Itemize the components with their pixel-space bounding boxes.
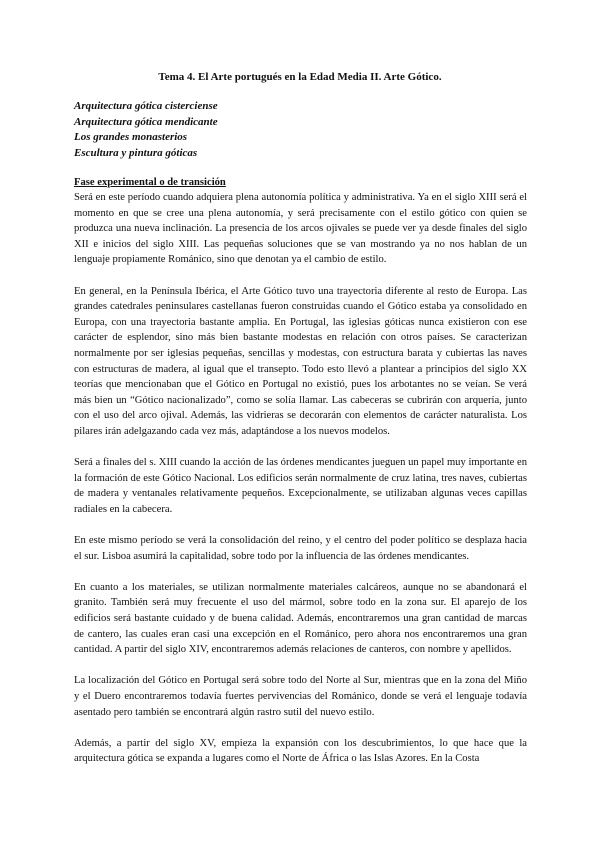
topic-list xyxy=(74,99,534,161)
section-heading: Fase experimental o de transición xyxy=(74,177,226,188)
paragraph: Será en este período cuando adquiera plena autonomía política y administrativa. Ya en el siglo XIII será el momento en que se cree una plena autonomía, y será precisamente con el estilo gótico con quien se produzca una nueva inclinación. La presencia de los arcos ojivales se puede ver ya desde finales del siglo XII e inicios del siglo XIII. Las pequeñas soluciones que se van mostrando ya no nos hablan de un lenguaje propiamente Románico, sino que denotan ya el cambio de estilo. xyxy=(74,192,527,266)
paragraph: En este mismo período se verá la consolidación del reino, y el centro del poder político se desplaza hacia el sur. Lisboa asumirá la capitalidad, sobre todo por la influencia de las órdenes mendicantes. xyxy=(74,535,527,562)
paragraph: Además, a partir del siglo XV, empieza la expansión con los descubrimientos, lo que hace que la arquitectura gótica se expanda a lugares como el Norte de África o las Islas Azores. En la Costa xyxy=(74,737,527,765)
paragraph: En general, en la Península Ibérica, el Arte Gótico tuvo una trayectoria diferente al resto de Europa. Las grandes catedrales peninsulares castellanas fueron construidas cuando el Gótico estaba ya consolidado en Europa, con una trayectoria bastante amplia. En Portugal, las iglesias góticas nunca existieron con ese carácter de esplendor, sino más bien bastante modestas en relación con otros países. Se caracterizan normalmente por ser iglesias pequeñas, sencillas y modestas, con estructura barata y cubiertas las naves con estructuras de madera, al igual que el transepto. Todo esto llevó a plantear a principios del siglo XX teorías que mencionaban que el Gótico en Portugal no existió, pues los arbotantes no se veían. Se verá más bien un “Gótico nacionalizado”, como se solía llamar. Las cabeceras se cubrirán con arquería, junto con el uso del arco ojival. Además, las vidrieras se decorarán con elementos de carácter naturalista. Los pilares irán adelgazando cada vez más, adaptándose a los nuevos modelos. xyxy=(74,285,527,437)
topic-item: Arquitectura gótica cisterciense xyxy=(74,100,218,112)
topic-item: Escultura y pintura góticas xyxy=(74,146,198,159)
paragraph: En cuanto a los materiales, se utilizan normalmente materiales calcáreos, aunque no se abandonará el granito. También será muy frecuente el uso del mármol, sobre todo en la zona sur. El aparejo de los edificios será bastante cuidado y de buena calidad. Además, encontraremos una gran cantidad de marcas de cantero, las cuales eran casi una excepción en el Románico, pero ahora nos encontraremos una gran cantidad. A partir del siglo XIV, encontraremos además relaciones de canteros, con nombre y apellidos. xyxy=(74,581,527,656)
topic-item: Arquitectura gótica mendicante xyxy=(74,115,218,128)
topic-item: Los grandes monasterios xyxy=(74,131,188,143)
paragraph: Será a finales del s. XIII cuando la acción de las órdenes mendicantes jueguen un papel muy importante en la formación de este Gótico Nacional. Los edificios serán normalmente de cruz latina, tres naves, cubiertas de madera y ventanales relativamente pequeños. Excepcionalmente, se utilizaban algunas veces capillas radiales en la cabecera. xyxy=(74,457,527,515)
paragraph: La localización del Gótico en Portugal será sobre todo del Norte al Sur, mientras que en la zona del Miño y el Duero encontraremos todavía fuertes pervivencias del Románico, donde se verá el lenguaje todavía asentado pero también se encontrará algún rastro sutil del nuevo estilo. xyxy=(74,675,527,718)
document-body xyxy=(74,175,527,783)
document-title: Tema 4. El Arte portugués en la Edad Media II. Arte Gótico. xyxy=(158,71,442,83)
